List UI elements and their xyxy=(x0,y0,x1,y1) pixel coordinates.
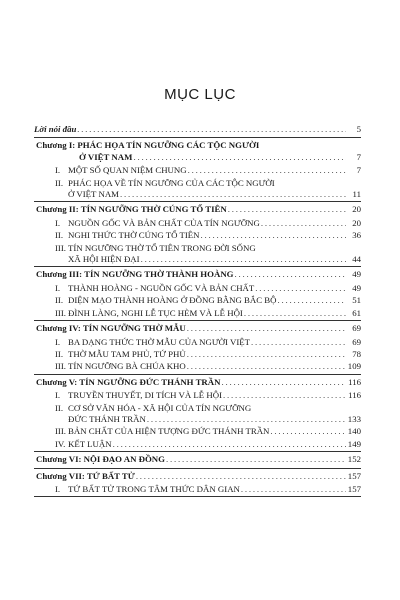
page-number: 133 xyxy=(347,413,361,424)
toc-line xyxy=(34,337,361,348)
toc-line xyxy=(34,403,361,414)
section-title: THỜ MẪU TAM PHỦ, TỨ PHỦ xyxy=(68,348,186,359)
toc-line xyxy=(34,218,361,229)
dot-leader xyxy=(147,414,346,425)
toc-line xyxy=(34,204,361,215)
toc-line xyxy=(34,426,361,437)
page-number: 61 xyxy=(352,307,361,318)
toc-line xyxy=(34,230,361,241)
chapter-title: Chương VII: TỨ BẤT TỬ xyxy=(36,470,135,481)
toc-intro xyxy=(34,121,361,138)
toc-section xyxy=(34,295,361,307)
dot-leader xyxy=(261,218,346,229)
page-number: 116 xyxy=(348,390,361,401)
section-number: I. xyxy=(55,336,61,347)
section-number: II. xyxy=(55,402,64,413)
toc-section xyxy=(34,283,361,295)
page-number: 49 xyxy=(352,269,361,280)
toc-line xyxy=(34,471,361,482)
toc-line xyxy=(34,390,361,401)
chapter-title-cont: Ở VIỆT NAM xyxy=(79,151,133,162)
dot-leader xyxy=(187,361,346,372)
page-number: 78 xyxy=(352,348,361,359)
section-title: BẢN CHẤT CỦA HIỆN TƯỢNG ĐỨC THÁNH TRẦN xyxy=(68,426,270,437)
dot-leader xyxy=(201,230,346,241)
toc-line xyxy=(34,484,361,495)
section-number: II. xyxy=(55,177,64,188)
section-number: III. xyxy=(55,242,66,253)
toc-line xyxy=(34,178,361,189)
section-title: NGHI THỨC THỜ CÚNG TỔ TIÊN xyxy=(68,230,200,241)
section-number: III. xyxy=(55,361,66,372)
toc-section xyxy=(34,337,361,349)
dot-leader xyxy=(187,349,346,360)
page-number: 140 xyxy=(347,426,361,437)
section-title: TỨ BẤT TỬ TRONG TÂM THỨC DÂN GIAN xyxy=(68,483,240,494)
dot-leader xyxy=(222,377,347,388)
toc-section xyxy=(34,484,361,497)
toc-section xyxy=(34,230,361,242)
page-number: 149 xyxy=(347,438,361,449)
section-title-cont: ĐỨC THÁNH TRẦN xyxy=(68,413,146,424)
page-number: 69 xyxy=(352,336,361,347)
toc-line xyxy=(34,243,361,254)
dot-leader xyxy=(77,124,346,135)
toc-section xyxy=(34,439,361,452)
page-number: 157 xyxy=(347,483,361,494)
dot-leader xyxy=(270,426,346,437)
page-title: MỤC LỤC xyxy=(164,86,236,103)
toc-section xyxy=(34,178,361,203)
toc-section xyxy=(34,308,361,321)
toc-line xyxy=(34,308,361,319)
dot-leader xyxy=(255,283,346,294)
toc-line xyxy=(34,323,361,334)
toc-chapter xyxy=(34,469,361,484)
dot-leader xyxy=(136,471,346,482)
dot-leader xyxy=(241,484,346,495)
page-number: 7 xyxy=(356,151,361,162)
section-number: I. xyxy=(55,165,61,176)
page-number: 51 xyxy=(352,295,361,306)
toc-chapter xyxy=(34,267,361,282)
section-title: TÍN NGƯỠNG BÀ CHÚA KHO xyxy=(68,361,186,372)
page-number: 157 xyxy=(347,470,361,481)
toc-section xyxy=(34,349,361,361)
chapter-title: Chương V: TÍN NGƯỠNG ĐỨC THÁNH TRẦN xyxy=(36,376,221,387)
chapter-title: Chương IV: TÍN NGƯỠNG THỜ MẪU xyxy=(36,323,186,334)
toc-line xyxy=(34,454,361,465)
section-title: ĐÌNH LÀNG, NGHI LỄ TỤC HÈM VÀ LỄ HỘI xyxy=(68,307,243,318)
section-number: I. xyxy=(55,483,61,494)
dot-leader xyxy=(235,269,346,280)
dot-leader xyxy=(120,189,346,200)
section-number: II. xyxy=(55,295,64,306)
toc-chapter xyxy=(34,138,361,165)
toc-chapter xyxy=(34,375,361,390)
page-number: 109 xyxy=(347,361,361,372)
section-title-cont: Ở VIỆT NAM xyxy=(68,189,119,200)
dot-leader xyxy=(133,152,346,163)
section-number: I. xyxy=(55,282,61,293)
toc-section xyxy=(34,361,361,374)
page-number: 49 xyxy=(352,282,361,293)
section-title: TÍN NGƯỠNG THỜ TỔ TIÊN TRONG ĐỜI SỐNG xyxy=(68,242,256,253)
section-title: MỘT SỐ QUAN NIỆM CHUNG xyxy=(68,165,187,176)
toc-chapter xyxy=(34,452,361,468)
toc-line xyxy=(34,377,361,388)
toc-line xyxy=(34,254,361,265)
dot-leader xyxy=(141,254,346,265)
toc-line xyxy=(34,414,361,425)
toc-line xyxy=(34,269,361,280)
table-of-contents xyxy=(34,121,361,497)
page-number: 5 xyxy=(356,124,361,134)
section-number: IV. xyxy=(55,438,66,449)
page-number: 69 xyxy=(352,323,361,334)
section-title: DIỆN MẠO THÀNH HOÀNG Ở ĐỒNG BẰNG BẮC BỘ xyxy=(68,295,277,306)
toc-section xyxy=(34,218,361,230)
toc-chapter xyxy=(34,321,361,336)
dot-leader xyxy=(113,439,346,450)
section-title: PHÁC HỌA VỀ TÍN NGƯỠNG CỦA CÁC TỘC NGƯỜI xyxy=(68,177,275,188)
chapter-title: Chương VI: NỘI ĐẠO AN ĐỒNG xyxy=(36,454,166,465)
section-title: KẾT LUẬN xyxy=(68,438,112,449)
toc-line xyxy=(34,361,361,372)
dot-leader xyxy=(166,454,346,465)
dot-leader xyxy=(228,204,346,215)
page-number: 116 xyxy=(348,376,361,387)
toc-section xyxy=(34,243,361,268)
dot-leader xyxy=(251,337,346,348)
dot-leader xyxy=(223,390,346,401)
dot-leader xyxy=(244,308,346,319)
dot-leader xyxy=(278,295,346,306)
section-title: CƠ SỞ VĂN HÓA - XÃ HỘI CỦA TÍN NGƯỠNG xyxy=(68,402,252,413)
toc-line xyxy=(34,152,361,163)
intro-label: Lời nói đầu xyxy=(34,124,77,134)
section-number: I. xyxy=(55,217,61,228)
toc-section xyxy=(34,403,361,427)
toc-line xyxy=(34,295,361,306)
section-title: THÀNH HOÀNG - NGUỒN GỐC VÀ BẢN CHẤT xyxy=(68,282,255,293)
toc-line xyxy=(34,124,361,135)
toc-line xyxy=(34,189,361,200)
toc-line xyxy=(34,349,361,360)
page-number: 11 xyxy=(352,189,361,200)
toc-chapter xyxy=(34,202,361,217)
page-number: 20 xyxy=(352,217,361,228)
section-number: II. xyxy=(55,230,64,241)
section-title: TRUYỀN THUYẾT, DI TÍCH VÀ LỄ HỘI xyxy=(68,390,223,401)
section-title: NGUỒN GỐC VÀ BẢN CHẤT CỦA TÍN NGƯỠNG xyxy=(68,217,260,228)
page-number: 20 xyxy=(352,204,361,215)
section-number: III. xyxy=(55,307,66,318)
section-number: I. xyxy=(55,390,61,401)
toc-section xyxy=(34,426,361,438)
page-number: 44 xyxy=(352,254,361,265)
chapter-title: Chương I: PHÁC HỌA TÍN NGƯỠNG CÁC TỘC NGƯỜI xyxy=(36,140,260,151)
dot-leader xyxy=(187,323,346,334)
toc-line xyxy=(34,439,361,450)
toc-section xyxy=(34,165,361,177)
toc-line xyxy=(34,165,361,176)
chapter-title: Chương II: TÍN NGƯỠNG THỜ CÚNG TỔ TIÊN xyxy=(36,204,227,215)
toc-line xyxy=(34,283,361,294)
toc-section xyxy=(34,390,361,402)
section-title-cont: XÃ HỘI HIỆN ĐẠI xyxy=(68,254,140,265)
section-number: II. xyxy=(55,348,64,359)
chapter-title: Chương III: TÍN NGƯỠNG THỜ THÀNH HOÀNG xyxy=(36,269,234,280)
page-number: 36 xyxy=(352,230,361,241)
page-number: 152 xyxy=(347,454,361,465)
dot-leader xyxy=(188,165,346,176)
section-number: III. xyxy=(55,426,66,437)
section-title: BA DẠNG THỨC THỜ MẪU CỦA NGƯỜI VIỆT xyxy=(68,336,251,347)
page-number: 7 xyxy=(356,165,361,176)
